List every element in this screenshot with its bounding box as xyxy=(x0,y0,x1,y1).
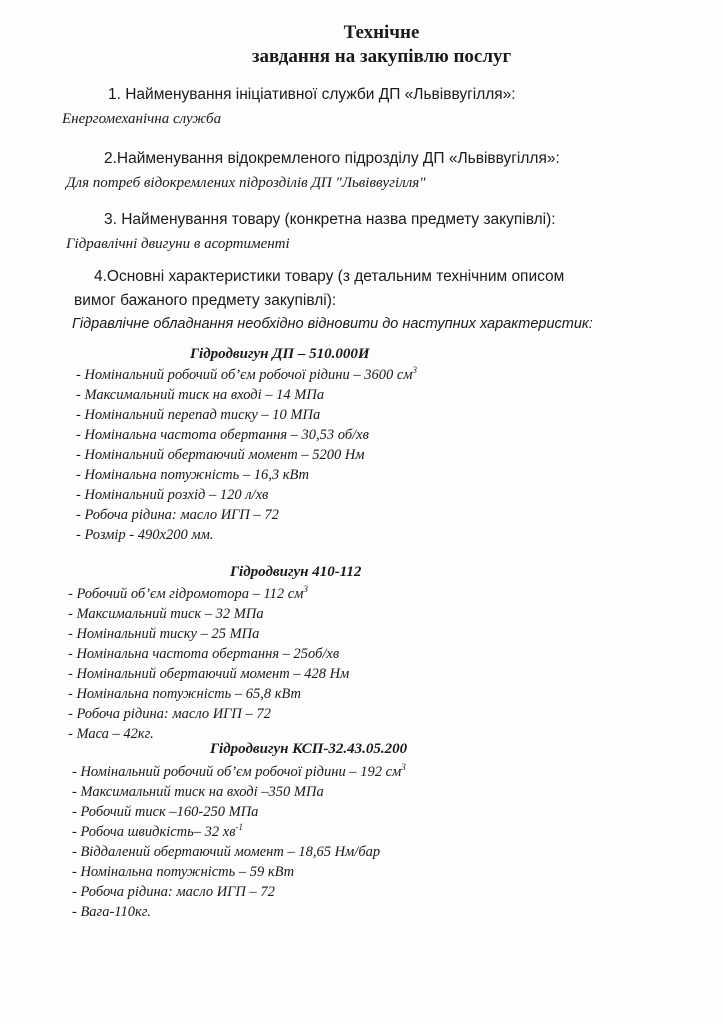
spec-item xyxy=(76,525,417,545)
motor-3-title: Гідродвигун КСП-32.43.05.200 xyxy=(210,741,408,757)
spec-text: - Номінальний робочий об’єм робочої рідини – 3600 см xyxy=(76,367,413,383)
motor-1-spec-list xyxy=(76,365,417,545)
spec-text: - Робочий тиск –160-250 МПа xyxy=(72,804,259,820)
section-3-answer: Гідравлічні двигуни в асортименті xyxy=(66,236,290,252)
spec-item xyxy=(68,664,349,684)
spec-text: - Робоча рідина: масло ИГП – 72 xyxy=(76,507,279,523)
spec-item xyxy=(76,425,417,445)
spec-item xyxy=(76,445,417,465)
spec-text: - Номінальний робочий об’єм робочої рідини – 192 см xyxy=(72,764,402,780)
spec-text: - Маса – 42кг. xyxy=(68,726,154,742)
spec-superscript: 3 xyxy=(412,365,418,376)
spec-item xyxy=(68,684,349,704)
spec-text: - Номінальний розхід – 120 л/хв xyxy=(76,487,269,503)
document-title-line1: Технічне xyxy=(343,22,420,43)
spec-text: - Робоча рідина: масло ИГП – 72 xyxy=(68,706,271,722)
spec-text: - Робочий об’єм гідромотора – 112 см xyxy=(68,586,304,602)
spec-item xyxy=(72,862,406,882)
spec-text: - Номінальний перепад тиску – 10 МПа xyxy=(76,407,321,423)
spec-item xyxy=(68,584,349,604)
spec-item xyxy=(76,405,417,425)
spec-item xyxy=(72,762,406,782)
motor-1-title: Гідродвигун ДП – 510.000И xyxy=(190,346,370,362)
spec-superscript: -1 xyxy=(235,822,243,833)
spec-text: - Розмір - 490х200 мм. xyxy=(76,527,214,543)
spec-text: - Номінальна потужність – 59 кВт xyxy=(72,864,295,880)
spec-text: - Номінальний обертаючий момент – 5200 Нм xyxy=(76,447,365,463)
spec-text: - Максимальний тиск на вході –350 МПа xyxy=(72,784,324,800)
spec-superscript: 3 xyxy=(303,584,308,595)
spec-text: - Номінальна потужність – 16,3 кВт xyxy=(76,467,310,483)
spec-item xyxy=(72,802,406,822)
spec-text: - Номінальна частота обертання – 30,53 об/хв xyxy=(76,427,369,443)
spec-text: - Вага-110кг. xyxy=(72,904,151,920)
motor-2-spec-list xyxy=(68,584,349,744)
spec-item xyxy=(72,902,406,922)
section-2-answer: Для потреб відокремлених підрозділів ДП "Львіввугілля" xyxy=(66,175,426,191)
spec-item xyxy=(76,365,417,385)
section-3-heading: 3. Найменування товару (конкретна назва предмету закупівлі): xyxy=(104,211,556,228)
spec-item xyxy=(76,385,417,405)
section-4-heading-line2: вимог бажаного предмету закупівлі): xyxy=(74,292,337,309)
spec-text: - Максимальний тиск – 32 МПа xyxy=(68,606,264,622)
spec-item xyxy=(72,782,406,802)
spec-item xyxy=(76,465,417,485)
spec-item xyxy=(76,485,417,505)
document-title-line2: завдання на закупівлю послуг xyxy=(251,46,512,67)
spec-text: - Номінальна потужність – 65,8 кВт xyxy=(68,686,302,702)
spec-item xyxy=(68,604,349,624)
spec-item xyxy=(72,882,406,902)
section-2-heading: 2.Найменування відокремленого підрозділу ДП «Львіввугілля»: xyxy=(104,150,560,167)
spec-item xyxy=(72,822,406,842)
motor-3-spec-list xyxy=(72,762,406,922)
spec-item xyxy=(68,644,349,664)
section-4-heading-line1: 4.Основні характеристики товару (з детальним технічним описом xyxy=(94,268,565,285)
spec-text: - Номінальний тиску – 25 МПа xyxy=(68,626,260,642)
spec-text: - Номінальна частота обертання – 25об/хв xyxy=(68,646,340,662)
spec-text: - Віддалений обертаючий момент – 18,65 Нм/бар xyxy=(72,844,381,860)
spec-item xyxy=(68,624,349,644)
spec-text: - Робоча рідина: масло ИГП – 72 xyxy=(72,884,275,900)
spec-text: - Номінальний обертаючий момент – 428 Нм xyxy=(68,666,350,682)
spec-item xyxy=(68,704,349,724)
section-4-intro: Гідравлічне обладнання необхідно відновити до наступних характеристик: xyxy=(72,316,593,332)
motor-2-title: Гідродвигун 410-112 xyxy=(230,564,362,580)
section-1-heading: 1. Найменування ініціативної служби ДП «Львіввугілля»: xyxy=(108,86,516,103)
spec-item xyxy=(72,842,406,862)
spec-text: - Робоча швидкість– 32 хв xyxy=(72,824,236,840)
spec-item xyxy=(76,505,417,525)
spec-superscript: 3 xyxy=(401,762,406,773)
spec-text: - Максимальний тиск на вході – 14 МПа xyxy=(76,387,325,403)
section-1-answer: Енергомеханічна служба xyxy=(62,111,222,127)
